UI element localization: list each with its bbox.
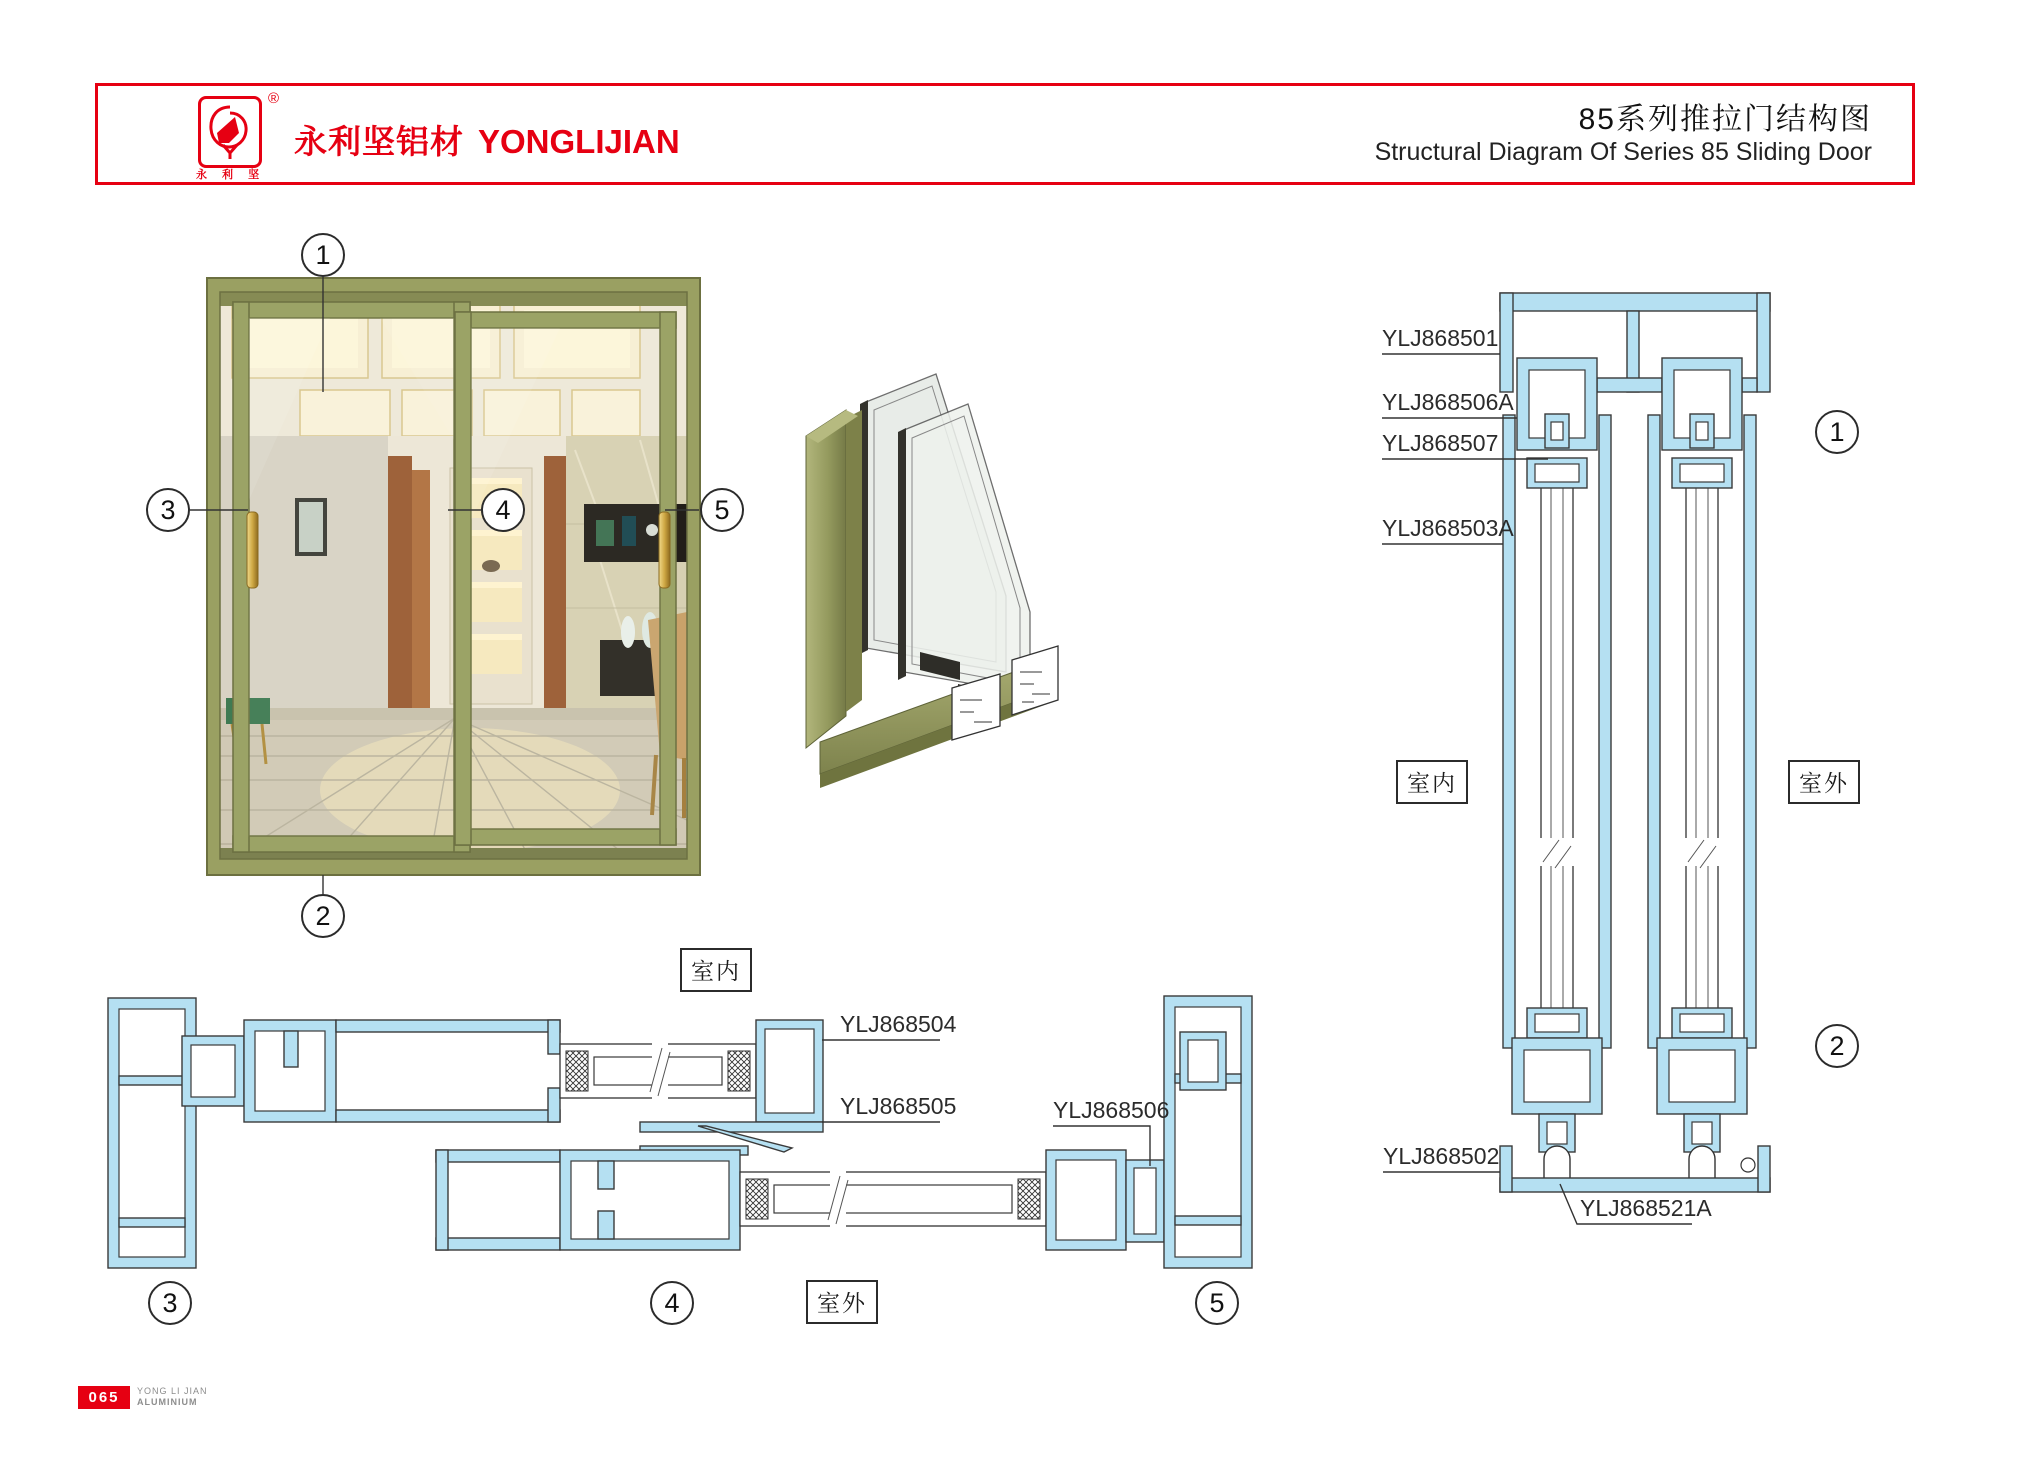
part-label-ylj868505: YLJ868505: [840, 1093, 957, 1119]
footer-brand-line2: ALUMINIUM: [137, 1397, 198, 1407]
section-callout-4: 4: [650, 1281, 694, 1325]
door-handle-right: [659, 512, 670, 588]
outdoor-label-right-section: 室外: [1788, 760, 1860, 804]
indoor-label-bottom-section: 室内: [680, 948, 752, 992]
brand-cn: 永利坚铝材: [294, 123, 464, 160]
page-title-en: Structural Diagram Of Series 85 Sliding Door: [1374, 138, 1872, 166]
section-callout-5: 5: [1195, 1281, 1239, 1325]
page-number-badge: 065: [78, 1386, 130, 1409]
door-handle-left: [247, 512, 258, 588]
part-label-ylj868502: YLJ868502: [1383, 1143, 1500, 1169]
section-callout-2: 2: [1815, 1024, 1859, 1068]
part-label-ylj868506a: YLJ868506A: [1382, 389, 1514, 415]
part-label-ylj868521a: YLJ868521A: [1580, 1195, 1712, 1221]
photo-callout-3: 3: [146, 488, 190, 532]
logo-subtext: 永 利 坚: [196, 169, 266, 181]
outdoor-label-bottom-section: 室外: [806, 1280, 878, 1324]
photo-callout-2: 2: [301, 894, 345, 938]
indoor-label-right-section: 室内: [1396, 760, 1468, 804]
photo-callout-1: 1: [301, 233, 345, 277]
part-label-ylj868506: YLJ868506: [1053, 1097, 1170, 1123]
part-label-ylj868507: YLJ868507: [1382, 430, 1499, 456]
section-callout-3: 3: [148, 1281, 192, 1325]
page-title-cn: 85系列推拉门结构图: [1578, 103, 1872, 136]
section-callout-1: 1: [1815, 410, 1859, 454]
profile-3d-render: [806, 374, 1058, 788]
photo-callout-5: 5: [700, 488, 744, 532]
horizontal-section-diagram: [108, 996, 1252, 1268]
registered-mark: ®: [268, 90, 280, 107]
door-photo: [207, 278, 700, 875]
part-label-ylj868504: YLJ868504: [840, 1011, 957, 1037]
part-label-ylj868501: YLJ868501: [1382, 325, 1499, 351]
footer-brand-line1: YONG LI JIAN: [137, 1386, 208, 1396]
part-label-ylj868503a: YLJ868503A: [1382, 515, 1514, 541]
photo-callout-4: 4: [481, 488, 525, 532]
brand-en: YONGLIJIAN: [478, 123, 680, 160]
